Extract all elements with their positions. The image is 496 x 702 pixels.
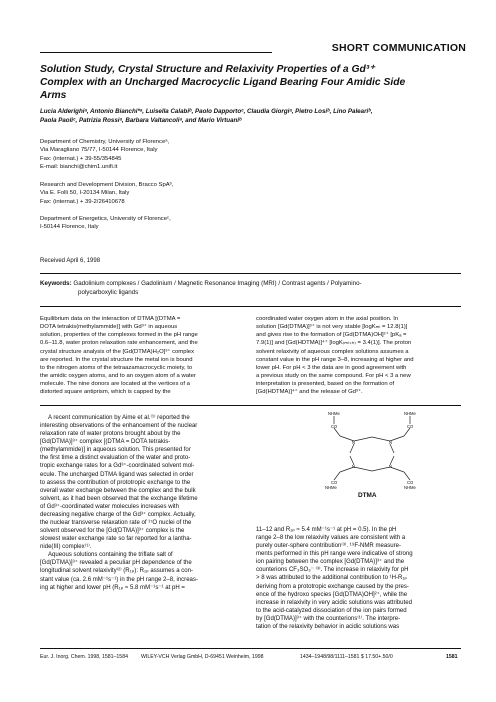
- aff-line: Fax: (internat.) + 39-55/354845: [40, 155, 122, 162]
- body-line: counterions CF₃SO₃⁻ ⁽³⁾. The increase in relaxivity for pH: [256, 567, 409, 574]
- title-line-3: Arms: [40, 90, 67, 101]
- footer-publisher: WILEY-VCH Verlag GmbH, D-69451 Weinheim, 1998: [141, 654, 264, 660]
- nhme-label: NHMe: [404, 485, 416, 490]
- abstract-line: interpretation is presented, based on the formation of: [256, 381, 395, 388]
- body-line: overall water exchange between the complex and the bulk: [40, 487, 196, 494]
- body-line: (methylammide)] in aqueous solution. This presented for: [40, 447, 191, 454]
- body-line: of Gd³⁺-coordinated water molecules increases with: [40, 503, 179, 510]
- nhme-label: NHMe: [328, 411, 340, 416]
- body-line: to the acid-catalyzed dissociation of the ion pairs formed: [256, 607, 407, 614]
- title-line-2: Complex with an Uncharged Macrocyclic Ligand Bearing Four Amidic Side: [40, 77, 406, 88]
- aff-email: E-mail: bianchi@chim1.unifi.it: [40, 164, 118, 171]
- affiliation-c: [40, 215, 300, 232]
- body-line: relaxation rate of water protons brought about by the: [40, 431, 181, 438]
- keywords-bottom-rule: [40, 306, 461, 307]
- co-label: CO: [331, 480, 338, 485]
- aff-line: Department of Energetics, University of Florenceᶜ,: [40, 216, 171, 222]
- abstract-line: the amidic oxygen atoms, and to an oxygen atom of a water: [40, 373, 196, 380]
- body-line: solvent observed for the [Gd(DTMA)]³⁺ complex is the: [40, 528, 185, 535]
- body-line: A recent communication by Aime et al.⁽¹⁾ reported the: [48, 415, 190, 421]
- abstract-bottom-rule: [40, 405, 461, 406]
- aff-line: Via Maragliano 75/77, I-50144 Florence, Italy: [40, 147, 158, 154]
- body-line: deriving from a prototropic exchange caused by the pres-: [256, 583, 409, 590]
- nhme-label: NHMe: [325, 485, 337, 490]
- keywords-line-2: polycarboxylic ligands: [78, 288, 139, 296]
- body-line: stant value (ca. 2.6 mM⁻¹s⁻¹) in the pH range 2–8, increas-: [40, 576, 198, 583]
- keywords-top-rule: [40, 273, 461, 274]
- section-label: SHORT COMMUNICATION: [331, 42, 466, 54]
- body-line: slowest water exchange rate so far reported for a lantha-: [40, 536, 192, 543]
- body-line: ing at higher and lower pH (R₁ₚ ≈ 5.8 mM⁻¹s⁻¹ at pH =: [40, 584, 185, 591]
- abstract-line: molecule. The nine donors are located at the vertices of a: [40, 381, 190, 388]
- abstract-line: Equilibrium data on the interaction of DTMA [(DTMA =: [40, 316, 181, 322]
- abstract-line: lower pH. For pH < 3 the data are in good agreement with: [256, 364, 407, 371]
- body-left-column: [40, 414, 246, 592]
- body-line: ion pairing between the complex [Gd(DTMA)]³⁺ and the: [256, 559, 405, 566]
- aff-line: Department of Chemistry, University of Florenceᵃ,: [40, 139, 170, 145]
- keywords-line-1: Gadolinium complexes / Gadolinium / Magnetic Resonance Imaging (MRI) / Contrast agents / Polyamino-: [73, 280, 362, 287]
- abstract-left-column: [40, 315, 245, 397]
- body-line: > 8 was attributed to the additional contribution to ¹H-R₁ₚ: [256, 575, 408, 582]
- co-label: CO: [331, 424, 338, 429]
- body-line: increase in relaxivity in very acidic solutions was attributed: [256, 599, 412, 606]
- abstract-line: crystal structure analysis of the [Gd(DTMA)H₂O]³⁺ complex: [40, 348, 195, 355]
- abstract-line: and gives rise to the formation of [Gd(DTMA)OH]²⁺ [pKₐ =: [256, 332, 407, 339]
- abstract-line: solution, properties of the complexes formed in the pH range: [40, 332, 198, 339]
- body-line: ments performed in this pH range were indicative of strong: [256, 551, 413, 558]
- abstract-line: 7.9(1)] and [Gd(HDTMA)]⁴⁺ [logK₍ₘₗ₊ₕ₎ = 3.4(1)]. The proton: [256, 340, 412, 347]
- body-line: decreasing negative charge of the Gd³⁺ complex. Actually,: [40, 511, 196, 518]
- co-label: CO: [407, 480, 414, 485]
- abstract-line: are reported. In the crystal structure the metal ion is bound: [40, 356, 193, 363]
- body-line: solvent, as it had been observed that the exchange lifetime: [40, 495, 198, 502]
- body-line: ence of the hydroxo species [Gd(DTMA)OH]²⁺, while the: [256, 591, 408, 598]
- abstract-line: 0.6–11.8, water proton relaxation rate enhancement, and the: [40, 340, 198, 347]
- header-rule: [40, 52, 272, 53]
- body-line: nide(III) complex⁽¹⁾.: [40, 544, 92, 551]
- aff-line: Research and Development Division, Bracco SpAᵇ,: [40, 182, 174, 188]
- abstract-right-column: [256, 315, 461, 397]
- authors-line-2: Paola Paoliᶜ, Patrizia Rossiᵃ, Barbara Valtancoliᵃ, and Mario Virtuaniᵇ: [40, 116, 242, 124]
- footer-page-number: 1581: [446, 654, 458, 660]
- aff-line: Via E. Folli 50, I-20134 Milan, Italy: [40, 190, 130, 197]
- article-title: [40, 63, 460, 102]
- co-label: CO: [407, 424, 414, 429]
- body-line: interesting observations of the enhancement of the nuclear: [40, 423, 198, 430]
- body-line: purely outer-sphere contribution⁽³⁾. ¹⁹F-NMR measure-: [256, 543, 402, 550]
- ring-n-label: N: [389, 464, 393, 469]
- abstract-line: [Gd(HDTMA)]⁴⁺ and the release of Gd³⁺.: [256, 389, 363, 396]
- dtma-bonds: [334, 416, 410, 480]
- body-line: to assess the contribution of prototropic exchange to the: [40, 479, 191, 486]
- author-list: [40, 108, 465, 125]
- abstract-line: solvent relaxivity of aqueous complex solutions assumes a: [256, 348, 409, 355]
- dtma-structure-figure: [312, 408, 432, 490]
- abstract-line: a previous study on the same compound. For pH < 3 a new: [256, 373, 411, 380]
- footer-rule: [40, 648, 461, 649]
- ring-n-label: N: [352, 464, 356, 469]
- abstract-line: to the nitrogen atoms of the tetraazamacrocyclic moiety, to: [40, 364, 193, 371]
- abstract-line: solution [Gd(DTMA)]³⁺ is not very stable [logKₘₗ = 12.8(1)]: [256, 324, 408, 331]
- footer-journal: Eur. J. Inorg. Chem. 1998, 1581–1584: [40, 654, 128, 660]
- keywords-block: [40, 280, 460, 297]
- body-line: the nuclear transverse relaxation rate of ¹⁷O nuclei of the: [40, 520, 192, 527]
- nhme-label: NHMe: [404, 411, 416, 416]
- body-line: longitudinal solvent relaxivity⁽²⁾ (R₁ₚ): R₁ₚ assumes a con-: [40, 568, 194, 575]
- aff-line: I-50144 Florence, Italy: [40, 224, 99, 231]
- figure-caption: DTMA: [358, 492, 377, 499]
- affiliation-a: [40, 138, 300, 172]
- body-line: tropic exchange rates for a Gd³⁺-coordinated solvent mol-: [40, 463, 195, 470]
- body-line: range 2–8 the low relaxivity values are consistent with a: [256, 535, 406, 542]
- abstract-line: DOTA tetrakis(methylammide)] with Gd³⁺ in aqueous: [40, 324, 178, 331]
- abstract-line: constant value in the pH range 3–8, increasing at higher and: [256, 356, 414, 363]
- body-right-column: [256, 526, 461, 631]
- ring-n-label: N: [389, 440, 393, 445]
- body-line: 11–12 and R₁ₚ ≈ 5.4 mM⁻¹s⁻¹ at pH = 0.5). In the pH: [256, 527, 397, 533]
- affiliation-b: [40, 181, 300, 206]
- body-line: [Gd(DTMA)]³⁺ complex [(DTMA = DOTA tetrakis-: [40, 439, 171, 446]
- body-line: by [Gd(DTMA)]³⁺ with the counterions⁽¹⁾. The interpre-: [256, 615, 401, 622]
- keywords-label: Keywords:: [40, 280, 72, 287]
- title-line-1: Solution Study, Crystal Structure and Relaxivity Properties of a Gd³⁺: [40, 64, 375, 75]
- body-line: ecule. The uncharged DTMA ligand was selected in order: [40, 471, 194, 478]
- body-line: tation of the relaxivity behavior in acidic solutions was: [256, 623, 400, 630]
- body-line: [Gd(DTMA)]³⁺ revealed a peculiar pH dependence of the: [40, 560, 192, 567]
- abstract-line: coordinated water oxygen atom in the axial position. In: [256, 316, 399, 322]
- authors-line-1: Lucia Alderighiᵃ, Antonio Bianchi*ᵃ, Luisella Calabiᵇ, Paolo Dapportoᶜ, Claudia Giorgiᵃ, Pietro Losiᵇ, Lino Paleariᵇ,: [40, 108, 373, 115]
- ring-n-label: N: [352, 440, 356, 445]
- body-line: Aqueous solutions containing the triflate salt of: [48, 552, 173, 559]
- aff-line: Fax: (internat.) + 39-2/26410678: [40, 198, 125, 205]
- footer-issn: 1434–1948/98/1111–1581 $ 17.50+.50/0: [300, 654, 393, 660]
- received-date: Received April 6, 1998: [40, 258, 101, 264]
- body-line: the first time a distinct evaluation of the water and proto-: [40, 455, 191, 462]
- abstract-line: distorted square antiprism, which is capped by the: [40, 389, 171, 396]
